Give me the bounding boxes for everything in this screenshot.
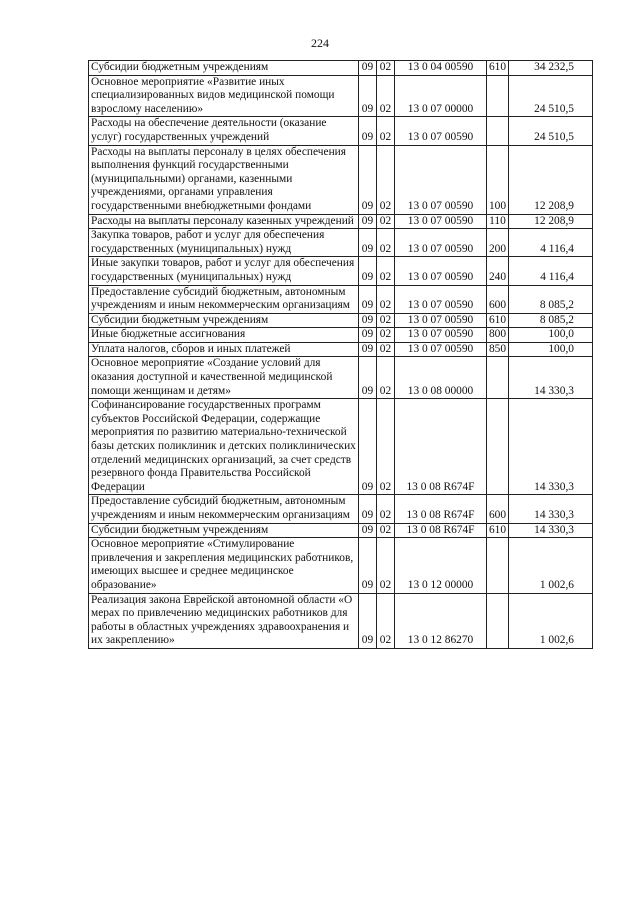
table-row: [89, 342, 593, 357]
row-subsection: 02: [377, 538, 395, 593]
row-amount: 8 085,2: [509, 313, 593, 328]
row-subsection: 02: [377, 229, 395, 257]
table-row: [89, 117, 593, 145]
row-expense-type: [487, 593, 509, 648]
row-amount: 100,0: [509, 328, 593, 343]
row-amount: 100,0: [509, 342, 593, 357]
row-section: 09: [359, 328, 377, 343]
row-subsection: 02: [377, 357, 395, 399]
row-target-article: 13 0 07 00590: [395, 145, 487, 214]
row-section: 09: [359, 257, 377, 285]
row-name: Расходы на выплаты персоналу в целях обеспечения выполнения функций государственными (муниципальными) органами, казенными учреждениями, органами управления государственными внебюджетными фондами: [89, 145, 359, 214]
table-row: [89, 328, 593, 343]
row-amount: 4 116,4: [509, 257, 593, 285]
table-row: [89, 495, 593, 523]
row-amount: 4 116,4: [509, 229, 593, 257]
row-expense-type: 600: [487, 285, 509, 313]
row-target-article: 13 0 07 00000: [395, 75, 487, 117]
row-target-article: 13 0 07 00590: [395, 313, 487, 328]
row-name: Иные закупки товаров, работ и услуг для обеспечения государственных (муниципальных) нужд: [89, 257, 359, 285]
row-amount: 34 232,5: [509, 61, 593, 76]
row-name: Иные бюджетные ассигнования: [89, 328, 359, 343]
table-row: [89, 75, 593, 117]
row-amount: 14 330,3: [509, 399, 593, 495]
row-subsection: 02: [377, 257, 395, 285]
row-expense-type: [487, 538, 509, 593]
table-row: [89, 357, 593, 399]
row-expense-type: 600: [487, 495, 509, 523]
row-subsection: 02: [377, 495, 395, 523]
row-section: 09: [359, 229, 377, 257]
row-target-article: 13 0 07 00590: [395, 257, 487, 285]
row-target-article: 13 0 12 00000: [395, 538, 487, 593]
row-subsection: 02: [377, 214, 395, 229]
row-expense-type: 200: [487, 229, 509, 257]
table-row: [89, 145, 593, 214]
row-name: Основное мероприятие «Развитие иных специализированных видов медицинской помощи взрослому населению»: [89, 75, 359, 117]
row-target-article: 13 0 07 00590: [395, 328, 487, 343]
row-target-article: 13 0 08 R674F: [395, 523, 487, 538]
table-row: [89, 538, 593, 593]
row-name: Предоставление субсидий бюджетным, автономным учреждениям и иным некоммерческим организациям: [89, 285, 359, 313]
row-amount: 24 510,5: [509, 75, 593, 117]
row-expense-type: [487, 399, 509, 495]
row-subsection: 02: [377, 342, 395, 357]
row-section: 09: [359, 61, 377, 76]
row-name: Софинансирование государственных программ субъектов Российской Федерации, содержащие мероприятия по развитию материально-технической базы детских поликлиник и детских поликлинических отделений медицинских организаций, за счет средств резервного фонда Правительства Российской Федерации: [89, 399, 359, 495]
row-expense-type: 240: [487, 257, 509, 285]
row-section: 09: [359, 593, 377, 648]
row-name: Субсидии бюджетным учреждениям: [89, 523, 359, 538]
row-expense-type: 110: [487, 214, 509, 229]
row-section: 09: [359, 75, 377, 117]
row-name: Основное мероприятие «Создание условий для оказания доступной и качественной медицинской помощи женщинам и детям»: [89, 357, 359, 399]
row-name: Расходы на обеспечение деятельности (оказание услуг) государственных учреждений: [89, 117, 359, 145]
table-row: [89, 523, 593, 538]
row-amount: 14 330,3: [509, 495, 593, 523]
row-amount: 1 002,6: [509, 538, 593, 593]
table-row: [89, 399, 593, 495]
row-amount: 12 208,9: [509, 145, 593, 214]
row-section: 09: [359, 357, 377, 399]
row-section: 09: [359, 495, 377, 523]
row-amount: 1 002,6: [509, 593, 593, 648]
row-expense-type: 610: [487, 61, 509, 76]
row-expense-type: [487, 75, 509, 117]
row-expense-type: [487, 117, 509, 145]
row-target-article: 13 0 07 00590: [395, 229, 487, 257]
row-name: Расходы на выплаты персоналу казенных учреждений: [89, 214, 359, 229]
page-number: 224: [311, 36, 329, 50]
row-subsection: 02: [377, 145, 395, 214]
row-target-article: 13 0 07 00590: [395, 117, 487, 145]
row-name: Основное мероприятие «Стимулирование привлечения и закрепления медицинских работников, имеющих высшее и среднее медицинское образование»: [89, 538, 359, 593]
table-row: [89, 285, 593, 313]
row-expense-type: 100: [487, 145, 509, 214]
row-subsection: 02: [377, 328, 395, 343]
row-subsection: 02: [377, 399, 395, 495]
row-section: 09: [359, 523, 377, 538]
row-name: Закупка товаров, работ и услуг для обеспечения государственных (муниципальных) нужд: [89, 229, 359, 257]
row-expense-type: 610: [487, 523, 509, 538]
row-section: 09: [359, 285, 377, 313]
row-section: 09: [359, 538, 377, 593]
table-row: [89, 257, 593, 285]
row-expense-type: [487, 357, 509, 399]
row-name: Субсидии бюджетным учреждениям: [89, 61, 359, 76]
row-target-article: 13 0 07 00590: [395, 285, 487, 313]
row-subsection: 02: [377, 117, 395, 145]
row-target-article: 13 0 07 00590: [395, 342, 487, 357]
row-name: Субсидии бюджетным учреждениям: [89, 313, 359, 328]
row-name: Уплата налогов, сборов и иных платежей: [89, 342, 359, 357]
row-subsection: 02: [377, 75, 395, 117]
table-row: [89, 214, 593, 229]
row-subsection: 02: [377, 313, 395, 328]
row-section: 09: [359, 214, 377, 229]
table-row: [89, 593, 593, 648]
row-section: 09: [359, 313, 377, 328]
row-name: Предоставление субсидий бюджетным, автономным учреждениям и иным некоммерческим организациям: [89, 495, 359, 523]
row-amount: 14 330,3: [509, 357, 593, 399]
row-target-article: 13 0 08 00000: [395, 357, 487, 399]
row-target-article: 13 0 07 00590: [395, 214, 487, 229]
row-section: 09: [359, 145, 377, 214]
row-expense-type: 610: [487, 313, 509, 328]
row-amount: 14 330,3: [509, 523, 593, 538]
row-expense-type: 850: [487, 342, 509, 357]
row-amount: 12 208,9: [509, 214, 593, 229]
row-target-article: 13 0 08 R674F: [395, 399, 487, 495]
table-row: [89, 61, 593, 76]
row-subsection: 02: [377, 523, 395, 538]
row-name: Реализация закона Еврейской автономной области «О мерах по привлечению медицинских работников для работы в областных учреждениях здравоохранения и их закреплению»: [89, 593, 359, 648]
table-row: [89, 313, 593, 328]
row-section: 09: [359, 399, 377, 495]
row-target-article: 13 0 12 86270: [395, 593, 487, 648]
budget-table: [88, 60, 593, 649]
row-subsection: 02: [377, 593, 395, 648]
table-row: [89, 229, 593, 257]
row-amount: 8 085,2: [509, 285, 593, 313]
row-section: 09: [359, 342, 377, 357]
row-subsection: 02: [377, 285, 395, 313]
row-target-article: 13 0 08 R674F: [395, 495, 487, 523]
row-amount: 24 510,5: [509, 117, 593, 145]
row-section: 09: [359, 117, 377, 145]
row-subsection: 02: [377, 61, 395, 76]
row-expense-type: 800: [487, 328, 509, 343]
row-target-article: 13 0 04 00590: [395, 61, 487, 76]
